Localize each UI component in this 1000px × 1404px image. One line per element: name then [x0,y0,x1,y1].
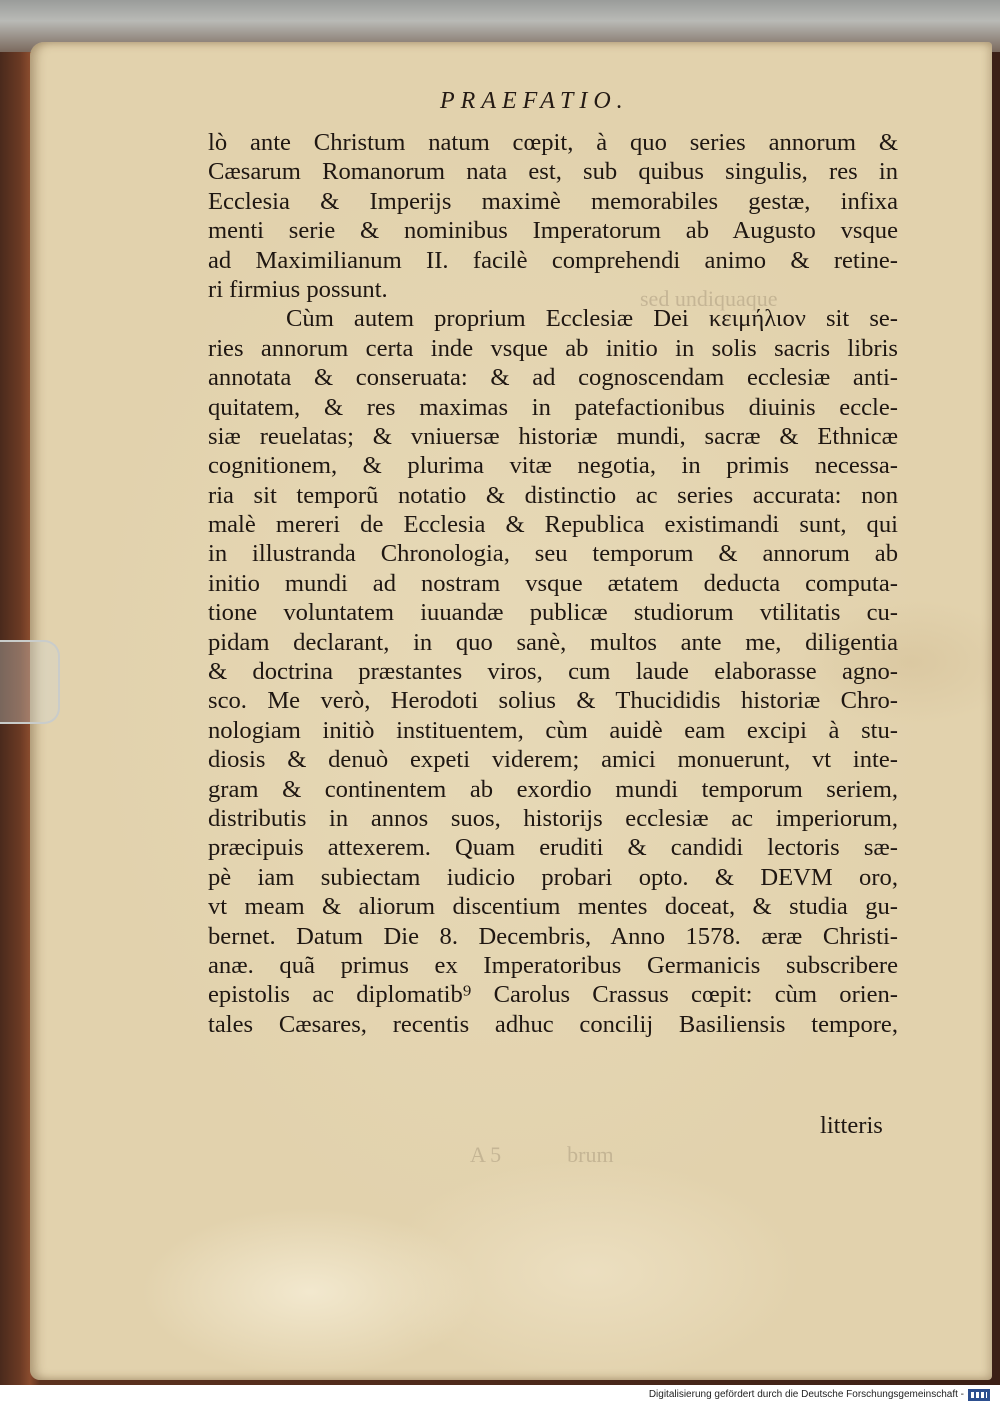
body-text [208,128,898,1039]
show-through-signature: A 5 brum [470,1142,614,1167]
text-line: annotata & conseruata: & ad cognoscendam ecclesiæ anti- [208,364,898,392]
text-line: menti serie & nominibus Imperatorum ab Augusto vsque [208,217,898,245]
text-line: pè iam subiectam iudicio probari opto. & DEVM oro, [208,863,898,891]
funding-credit: Digitalisierung gefördert durch die Deutsche Forschungsgemeinschaft - [648,1389,964,1400]
text-line: bernet. Datum Die 8. Decembris, Anno 1578. æræ Christi- [208,922,898,950]
text-line: cognitionem, & plurima vitæ negotia, in primis necessa- [208,452,898,480]
text-line: sco. Me verò, Herodoti solius & Thucididis historiæ Chro- [208,687,898,715]
text-line: diosis & denuò expeti viderem; amici monuerunt, vt inte- [208,746,898,774]
text-line: quitatem, & res maximas in patefactionibus diuinis eccle- [208,393,898,421]
text-line: in illustranda Chronologia, seu temporum & annorum ab [208,540,898,568]
text-line: anæ. quã primus ex Imperatoribus Germanicis subscribere [208,951,898,979]
running-head: PRAEFATIO. [440,88,629,114]
text-line: Cæsarum Romanorum nata est, sub quibus singulis, res in [208,158,898,186]
text-line: præcipuis attexerem. Quam eruditi & candidi lectoris sæ- [208,834,898,862]
dfg-logo-icon [968,1389,990,1401]
text-line: tione voluntatem iuuandæ publicæ studiorum vtilitatis cu- [208,599,898,627]
text-line: lò ante Christum natum cœpit, à quo series annorum & [208,129,898,156]
text-line: ri firmius possunt. [208,275,388,303]
text-line: distributis in annos suos, historijs ecclesiæ ac imperiorum, [208,804,898,832]
catchword: litteris [820,1112,883,1139]
text-line: ries annorum certa inde vsque ab initio in solis sacris libris [208,334,898,362]
text-line: ria sit temporũ notatio & distinctio ac series accurata: non [208,481,898,509]
text-line: gram & continentem ab exordio mundi temporum seriem, [208,775,898,803]
footer-bar [0,1385,1000,1404]
text-line: malè mereri de Ecclesia & Republica existimandi sunt, qui [208,511,898,539]
show-through-text: sed undiquaque [640,286,778,311]
paragraph-start-line: Cùm autem proprium Ecclesiæ Dei κειμήλιον sit se- [286,305,898,333]
text-line: Ecclesia & Imperijs maximè memorabiles gestæ, infixa [208,187,898,215]
text-line: nologiam initiò instituentem, cùm auidè eam excipi à stu- [208,716,898,744]
page-clip [0,640,60,724]
text-line: initio mundi ad nostram vsque ætatem deducta computa- [208,569,898,597]
text-line: & doctrina præstantes viros, cum laude elaborasse agno- [208,658,898,686]
text-line: vt meam & aliorum discentium mentes doceat, & studia gu- [208,893,898,921]
text-line: tales Cæsares, recentis adhuc concilij Basiliensis tempore, [208,1010,898,1038]
text-line: siæ reuelatas; & vniuersæ historiæ mundi, sacræ & Ethnicæ [208,422,898,450]
text-line: ad Maximilianum II. facilè comprehendi animo & retine- [208,246,898,274]
text-line: epistolis ac diplomatib⁹ Carolus Crassus cœpit: cùm orien- [208,981,898,1009]
text-line: pidam declarant, in quo sanè, multos ante me, diligentia [208,628,898,656]
